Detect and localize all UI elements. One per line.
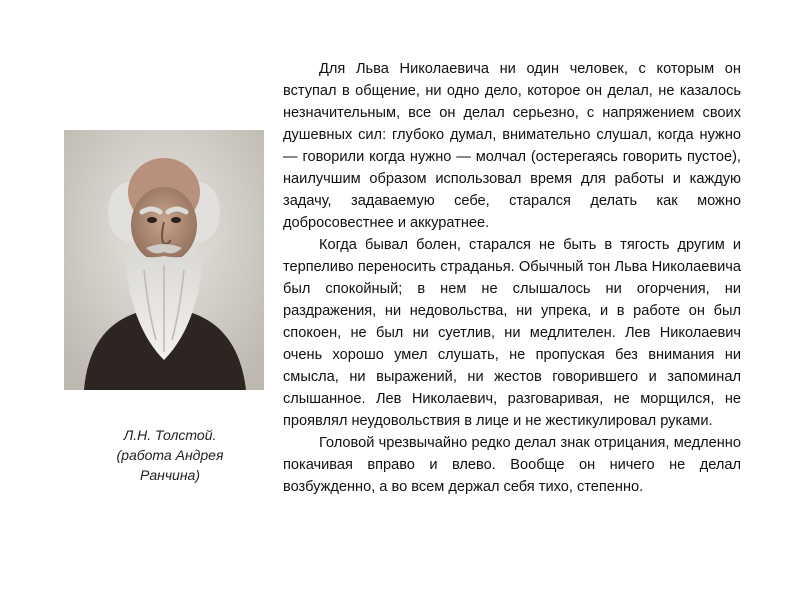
portrait-image: [64, 130, 264, 390]
portrait-tolstoy-image: [64, 130, 264, 390]
caption-line: Л.Н. Толстой.: [123, 427, 217, 443]
main-text: [283, 58, 741, 498]
paragraph: Головой чрезвычайно редко делал знак отрицания, медленно покачивая вправо и влево. Вообще он ничего не делал возбужденно, а во всем держал себя тихо, степенно.: [283, 435, 741, 495]
caption-line: Ранчина): [139, 467, 200, 483]
caption-line: (работа Андрея: [116, 447, 224, 463]
paragraph: Когда бывал болен, старался не быть в тягость другим и терпеливо переносить страданья. Обычный тон Льва Николаевича был спокойный; в нем не слышалось ни огорчения, ни раздражения, ни недовольства, ни упрека, и в работе он был спокоен, не был ни суетлив, ни медлителен. Лев Николаевич очень хорошо умел слушать, не пропуская без внимания ни смысла, ни выражений, ни жестов говорившего и запоминал слышанное. Лев Николаевич, разговаривая, не морщился, не проявлял неудовольствия в лице и не жестикулировал руками.: [283, 237, 741, 429]
portrait-caption: [70, 425, 270, 485]
paragraph: Для Льва Николаевича ни один человек, с которым он вступал в общение, ни одно дело, которое он делал, не казалось незначительным, все он делал серьезно, с напряжением своих душевных сил: глубоко думал, внимательно слушал, когда нужно — говорили когда нужно — молчал (остерегаясь говорить пустое), наилучшим образом использовал время для работы и каждую задачу, задаваемую себе, старался делать как можно добросовестнее и аккуратнее.: [283, 61, 741, 231]
